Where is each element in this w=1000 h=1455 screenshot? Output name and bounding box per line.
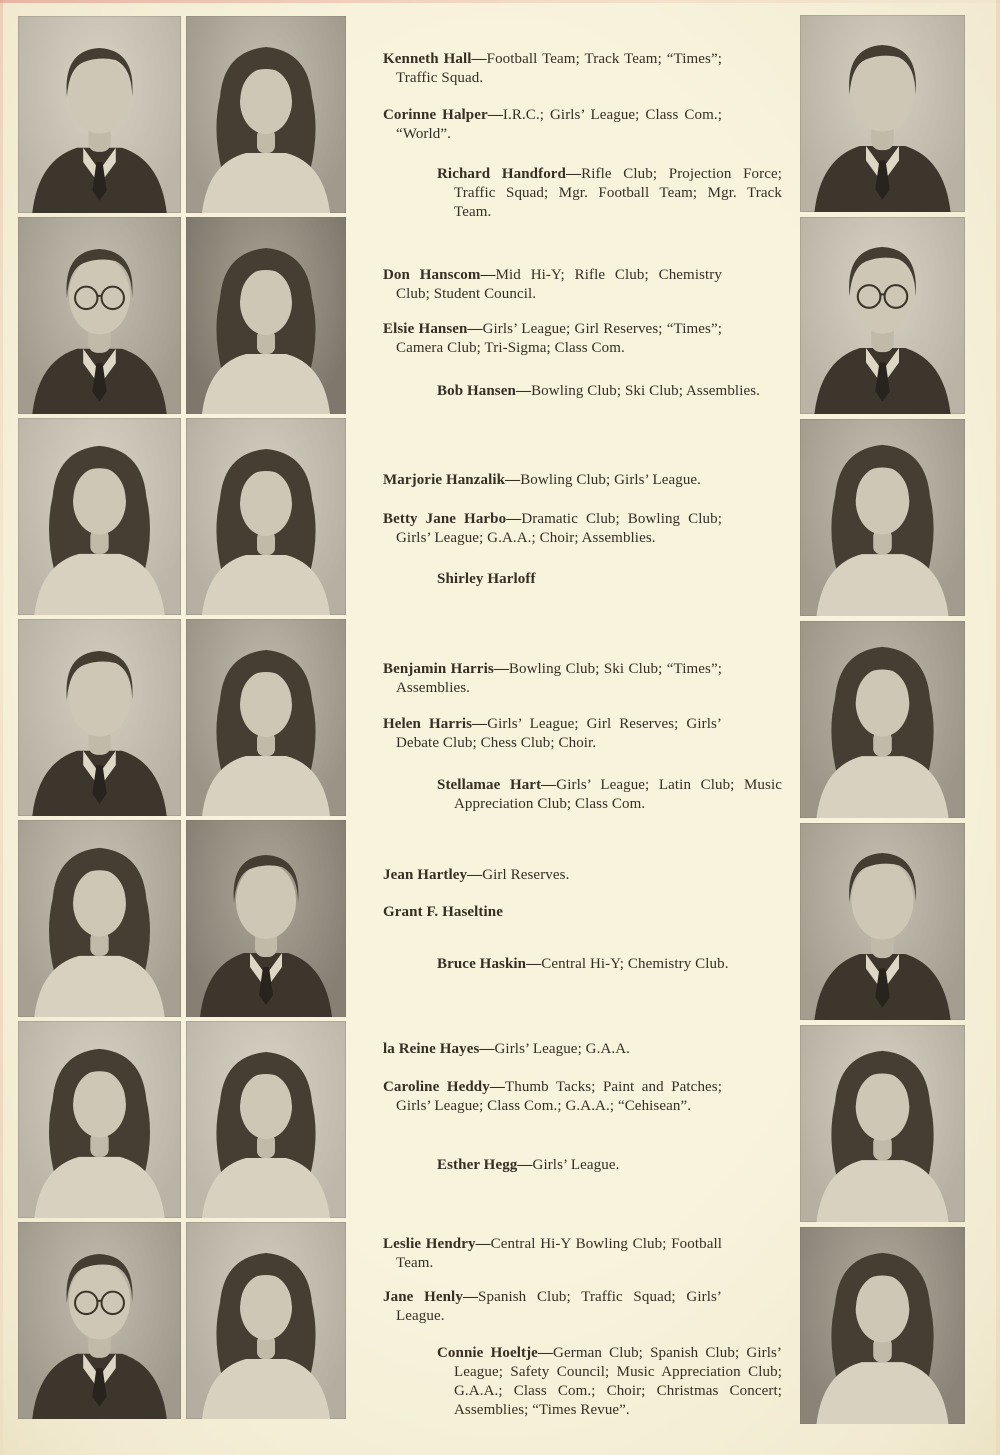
student-activities: I.R.C.; Girls’ League; Class Com.; “World”.: [396, 107, 722, 142]
student-activities: Girl Reserves.: [482, 867, 570, 883]
student-name: Jane Henly: [383, 1289, 463, 1305]
entry-leslie-hendry: [383, 1235, 722, 1273]
student-name: la Reine Hayes: [383, 1041, 480, 1057]
dash: —: [471, 51, 487, 67]
scan-edge-top: [0, 0, 1000, 3]
student-name: Richard Handford: [437, 166, 567, 182]
student-name: Bob Hansen: [437, 383, 516, 399]
portrait-photo-right-r5: [800, 823, 965, 1020]
scan-edge-right: [996, 0, 1000, 1455]
dash: —: [526, 956, 542, 972]
portrait-photo-left-r5c2: [186, 820, 346, 1017]
student-activities: Girls’ League; Girl Reserves; Girls’ Debate Club; Chess Club; Choir.: [396, 716, 722, 751]
student-name: Jean Hartley: [383, 867, 468, 883]
portrait-photo-right-r3: [800, 419, 965, 616]
portrait-photo-left-r6c2: [186, 1021, 346, 1218]
student-activities: Girls’ League.: [532, 1157, 620, 1173]
student-activities: Girls’ League; Girl Reserves; “Times”; Camera Club; Tri-Sigma; Class Com.: [396, 321, 722, 356]
dash: —: [462, 1289, 479, 1305]
portrait-photo-left-r2c2: [186, 217, 346, 414]
entry-grant-haseltine: [383, 903, 722, 922]
portrait-photo-left-r4c2: [186, 619, 346, 816]
entry-marjorie-hanzalik: [383, 471, 722, 490]
portrait-photo-left-r1c2: [186, 16, 346, 213]
portrait-photo-left-r3c1: [18, 418, 181, 615]
entry-richard-handford: [437, 165, 782, 222]
dash: —: [487, 107, 503, 123]
entry-elsie-hansen: [383, 320, 722, 358]
entry-stellamae-hart: [437, 776, 782, 814]
dash: —: [489, 1079, 505, 1095]
scan-edge-left: [0, 0, 3, 1455]
entry-benjamin-harris: [383, 660, 722, 698]
student-name: Esther Hegg: [437, 1157, 518, 1173]
student-name: Corinne Halper: [383, 107, 488, 123]
entry-la-reine-hayes: [383, 1040, 722, 1059]
dash: —: [480, 267, 496, 283]
dash: —: [475, 1236, 491, 1252]
dash: —: [537, 1345, 554, 1361]
entry-bob-hansen: [437, 382, 782, 401]
student-activities: Rifle Club; Projection Force; Traffic Squad; Mgr. Football Team; Mgr. Track Team.: [454, 166, 782, 220]
student-activities: Central Hi-Y Bowling Club; Football Team.: [396, 1236, 722, 1271]
student-activities: Bowling Club; Ski Club; “Times”; Assemblies.: [396, 661, 723, 696]
dash: —: [566, 166, 582, 182]
entry-kenneth-hall: [383, 50, 722, 88]
dash: —: [479, 1041, 495, 1057]
portrait-photo-left-r7c1: [18, 1222, 181, 1419]
portrait-photo-left-r7c2: [186, 1222, 346, 1419]
entry-helen-harris: [383, 715, 722, 753]
student-activities: German Club; Spanish Club; Girls’ League; Safety Council; Music Appreciation Club; G.A.A.; Class Com.; Choir; Christmas Concert; Assemblies; “Times Revue”.: [454, 1345, 782, 1418]
entry-connie-hoeltje: [437, 1344, 782, 1420]
student-activities: Football Team; Track Team; “Times”; Traffic Squad.: [396, 51, 722, 86]
dash: —: [472, 716, 488, 732]
student-name: Connie Hoeltje: [437, 1345, 538, 1361]
portrait-photo-left-r3c2: [186, 418, 346, 615]
portrait-grid-left: [18, 16, 346, 1419]
portrait-column-right: [800, 15, 965, 1424]
student-activities: Mid Hi-Y; Rifle Club; Chemistry Club; Student Council.: [396, 267, 722, 302]
portrait-photo-right-r1: [800, 15, 965, 212]
portrait-photo-right-r7: [800, 1227, 965, 1424]
dash: —: [517, 1157, 533, 1173]
dash: —: [541, 777, 557, 793]
student-name: Benjamin Harris: [383, 661, 494, 677]
student-activities: Bowling Club; Girls’ League.: [520, 472, 702, 488]
student-name: Helen Harris: [383, 716, 473, 732]
student-activities: Dramatic Club; Bowling Club; Girls’ League; G.A.A.; Choir; Assemblies.: [396, 511, 722, 546]
portrait-photo-right-r4: [800, 621, 965, 818]
portrait-photo-left-r4c1: [18, 619, 181, 816]
entry-caroline-heddy: [383, 1078, 722, 1116]
portrait-photo-left-r1c1: [18, 16, 181, 213]
student-activities: Bowling Club; Ski Club; Assemblies.: [531, 383, 761, 399]
student-name: Grant F. Haseltine: [383, 904, 503, 920]
student-name: Leslie Hendry: [383, 1236, 476, 1252]
dash: —: [467, 321, 483, 337]
dash: —: [493, 661, 509, 677]
student-activities: Central Hi-Y; Chemistry Club.: [541, 956, 729, 972]
student-name: Shirley Harloff: [437, 571, 536, 587]
portrait-photo-left-r2c1: [18, 217, 181, 414]
student-name: Elsie Hansen: [383, 321, 468, 337]
portrait-photo-left-r6c1: [18, 1021, 181, 1218]
student-name: Bruce Haskin: [437, 956, 527, 972]
entry-shirley-harloff: [437, 570, 782, 589]
student-activities: Girls’ League; G.A.A.: [494, 1041, 631, 1057]
dash: —: [467, 867, 483, 883]
student-name: Don Hanscom: [383, 267, 481, 283]
student-activities: Girls’ League; Latin Club; Music Appreciation Club; Class Com.: [454, 777, 782, 812]
student-activities: Spanish Club; Traffic Squad; Girls’ League.: [396, 1289, 722, 1324]
entry-jean-hartley: [383, 866, 722, 885]
entry-bruce-haskin: [437, 955, 782, 974]
entry-don-hanscom: [383, 266, 722, 304]
entry-betty-jane-harbo: [383, 510, 722, 548]
student-name: Stellamae Hart: [437, 777, 542, 793]
student-name: Marjorie Hanzalik: [383, 472, 506, 488]
student-activities: Thumb Tacks; Paint and Patches; Girls’ League; Class Com.; G.A.A.; “Cehisean”.: [396, 1079, 723, 1114]
student-name: Betty Jane Harbo: [383, 511, 507, 527]
student-name: Caroline Heddy: [383, 1079, 490, 1095]
entry-jane-henly: [383, 1288, 722, 1326]
portrait-photo-right-r6: [800, 1025, 965, 1222]
portrait-photo-left-r5c1: [18, 820, 181, 1017]
entry-corinne-halper: [383, 106, 722, 144]
student-name: Kenneth Hall: [383, 51, 472, 67]
portrait-photo-right-r2: [800, 217, 965, 414]
dash: —: [506, 511, 522, 527]
dash: —: [515, 383, 532, 399]
dash: —: [505, 472, 521, 488]
entry-esther-hegg: [437, 1156, 782, 1175]
